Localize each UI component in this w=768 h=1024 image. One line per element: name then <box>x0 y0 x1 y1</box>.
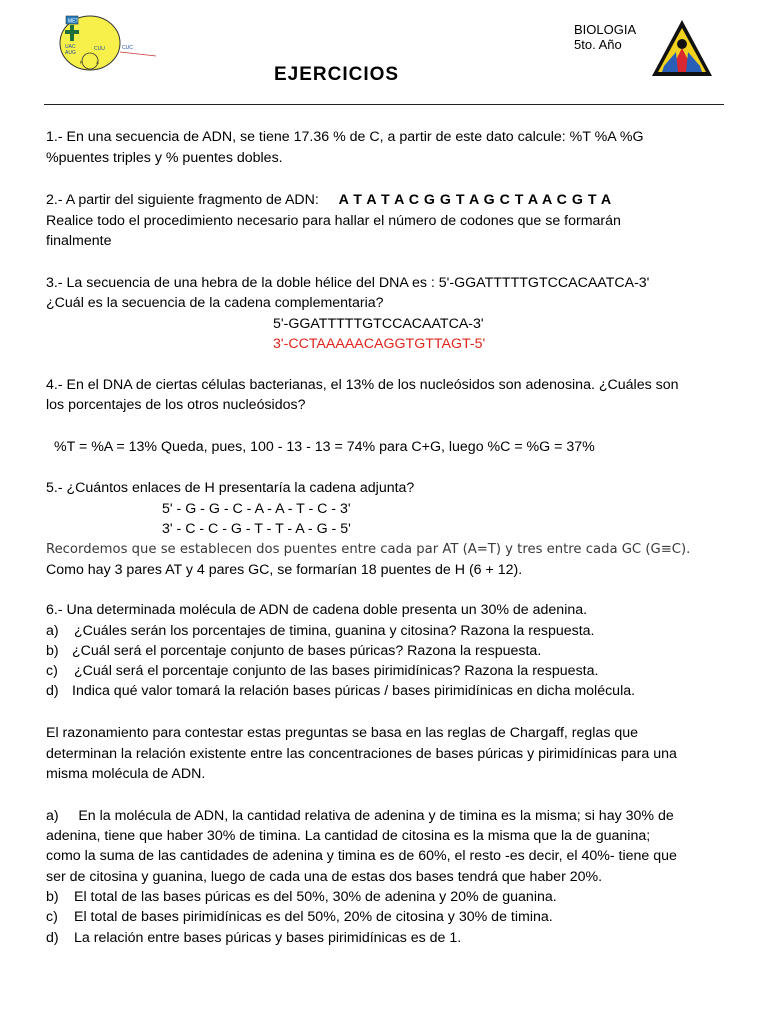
q6-answer-a-line: adenina, tiene que haber 30% de timina. La cantidad de citosina es la misma que la de guanina; <box>46 828 651 844</box>
q5-strand1: 5' - G - G - C - A - A - T - C - 3' <box>162 501 351 517</box>
q6-answer-text: El total de las bases púricas es del 50%, 30% de adenina y 20% de guanina. <box>74 889 557 905</box>
q4-line1: 4.- En el DNA de ciertas células bacterianas, el 13% de los nucleósidos son adenosina. ¿Cuáles son <box>46 377 679 393</box>
q6-answer <box>46 928 461 948</box>
q6-item-label: d) <box>46 683 59 699</box>
logo-cuu-text: CUU <box>94 46 105 52</box>
logo-uac-text: UAC <box>65 44 76 50</box>
q6-item-text: ¿Cuáles serán los porcentajes de timina, guanina y citosina? Razona la respuesta. <box>74 623 595 639</box>
q2-sequence: A T A T A C G G T A G C T A A C G T A <box>338 192 612 208</box>
q6-item-label: c) <box>46 663 58 679</box>
q6-answer-label: c) <box>46 909 58 925</box>
q5-strand2: 3' - C - C - G - T - T - A - G - 5' <box>162 521 351 537</box>
q6-item-label: a) <box>46 623 59 639</box>
q2-line3: finalmente <box>46 233 112 249</box>
q6-item-text: ¿Cuál será el porcentaje conjunto de las bases pirimidínicas? Razona la respuesta. <box>74 663 599 679</box>
q6-answer-label: b) <box>46 889 59 905</box>
q3-line2: ¿Cuál es la secuencia de la cadena complementaria? <box>46 295 384 311</box>
q6-item <box>46 661 598 681</box>
q6-answer-a-line: a) En la molécula de ADN, la cantidad relativa de adenina y de timina es la misma; si hay 30% de <box>46 808 674 824</box>
q2-line2: Realice todo el procedimiento necesario para hallar el número de codones que se formarán <box>46 213 621 229</box>
q6-answer-a-line: como la suma de las cantidades de adenina y timina es de 60%, el resto -es decir, el 40%- tiene que <box>46 848 677 864</box>
subject-block <box>574 22 636 52</box>
q1-line1: 1.- En una secuencia de ADN, se tiene 17.36 % de C, a partir de este dato calcule: %T %A %G <box>46 129 644 145</box>
q6-item-label: b) <box>46 643 59 659</box>
q6-item <box>46 681 635 701</box>
school-logo-right <box>650 18 714 78</box>
q3-strand: 5'-GGATTTTTGTCCACAATCA-3' <box>273 316 484 332</box>
q6-reasoning-line: misma molécula de ADN. <box>46 766 206 782</box>
q2-line1 <box>46 190 612 210</box>
logo-p-text: P <box>80 60 84 65</box>
grade-label: 5to. Año <box>574 37 622 52</box>
q5-note: Recordemos que se establecen dos puentes entre cada par AT (A=T) y tres entre cada GC (G≡C). <box>46 542 691 557</box>
q2-lead: 2.- A partir del siguiente fragmento de ADN: <box>46 192 319 208</box>
q1-line2: %puentes triples y % puentes dobles. <box>46 150 283 166</box>
header-divider <box>44 104 724 105</box>
q6-line1: 6.- Una determinada molécula de ADN de cadena doble presenta un 30% de adenina. <box>46 602 588 618</box>
page-title: EJERCICIOS <box>274 64 400 85</box>
q5-answer: Como hay 3 pares AT y 4 pares GC, se formarían 18 puentes de H (6 + 12). <box>46 562 523 578</box>
q6-answer <box>46 887 557 907</box>
logo-a-text: A <box>96 60 100 65</box>
logo-met-text: MET <box>68 18 79 25</box>
q6-reasoning-line: determinan la relación existente entre las concentraciones de bases púricas y pirimidínicas para una <box>46 746 677 762</box>
q6-item-text: Indica qué valor tomará la relación bases púricas / bases pirimidínicas en dicha molécula. <box>72 683 636 699</box>
q3-line1: 3.- La secuencia de una hebra de la doble hélice del DNA es : 5'-GGATTTTTGTCCACAATCA-3' <box>46 275 650 291</box>
q5-line1: 5.- ¿Cuántos enlaces de H presentaría la cadena adjunta? <box>46 480 415 496</box>
school-logo-left <box>56 12 166 72</box>
q4-line2: los porcentajes de los otros nucleósidos? <box>46 397 306 413</box>
q6-answer-text: El total de bases pirimidínicas es del 50%, 20% de citosina y 30% de timina. <box>74 909 553 925</box>
logo-cuc-text: CUC <box>122 45 133 51</box>
q4-answer: %T = %A = 13% Queda, pues, 100 - 13 - 13 = 74% para C+G, luego %C = %G = 37% <box>54 439 595 455</box>
q3-answer: 3'-CCTAAAAACAGGTGTTAGT-5' <box>273 336 486 352</box>
q6-reasoning-line: El razonamiento para contestar estas preguntas se basa en las reglas de Chargaff, reglas que <box>46 725 639 741</box>
q6-answer-a-line: ser de citosina y guanina, luego de cada una de estas dos bases tendrá que haber 20%. <box>46 869 603 885</box>
q6-item-text: ¿Cuál será el porcentaje conjunto de bases púricas? Razona la respuesta. <box>72 643 542 659</box>
subject-label: BIOLOGIA <box>574 22 637 37</box>
q6-item <box>46 641 541 661</box>
q6-item <box>46 621 595 641</box>
logo-aug-text: AUG <box>65 50 76 56</box>
q6-answer <box>46 907 553 927</box>
q6-answer-text: La relación entre bases púricas y bases pirimidínicas es de 1. <box>74 930 462 946</box>
q6-answer-label: d) <box>46 930 59 946</box>
